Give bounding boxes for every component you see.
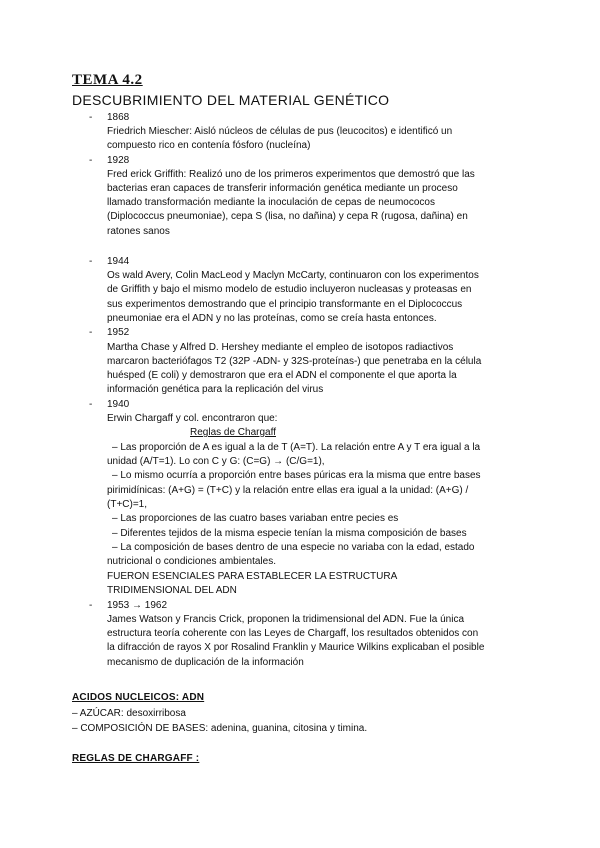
rule-line: – Lo mismo ocurría a proporción entre bases púricas era la misma que entre bases — [112, 470, 481, 481]
entry-line: bacterias eran capaces de transferir información genética mediante un proceso — [107, 183, 458, 194]
entry-year-1868: 1868 — [107, 112, 130, 123]
rules-subtitle: Reglas de Chargaff — [190, 427, 276, 438]
entry-line: Friedrich Miescher: Aisló núcleos de células de pus (leucocitos) e identificó un — [107, 126, 453, 137]
rule-line: nutricional o condiciones ambientales. — [107, 556, 276, 567]
rule-line: (T+C)=1, — [107, 499, 148, 510]
entry-line: la difracción de rayos X por Rosalind Franklin y Maurice Wilkins explicaban el posible — [107, 642, 485, 653]
list-dash: - — [89, 399, 93, 410]
entry-line: pneumoniae era el ADN y no las proteínas, como se creía hasta entonces. — [107, 313, 437, 324]
entry-line: Martha Chase y Alfred D. Hershey mediante el empleo de isotopos radiactivos — [107, 342, 454, 353]
entry-line: Os wald Avery, Colin MacLeod y Maclyn McCarty, continuaron con los experimentos — [107, 270, 479, 281]
entry-line: sus experimentos demostrando que el principio transformante en el Diplococcus — [107, 299, 463, 310]
entry-line: estructura teoría coherente con las Leyes de Chargaff, los resultados obtenidos con — [107, 628, 479, 639]
reglas-heading: REGLAS DE CHARGAFF : — [72, 753, 200, 764]
rule-line: – La composición de bases dentro de una especie no variaba con la edad, estado — [112, 542, 475, 553]
entry-line: Fred erick Griffith: Realizó uno de los primeros experimentos que demostró que las — [107, 169, 475, 180]
rule-line: – Las proporciones de las cuatro bases variaban entre pecies es — [112, 513, 399, 524]
entry-line: James Watson y Francis Crick, proponen la tridimensional del ADN. Fue la única — [107, 614, 465, 625]
list-dash: - — [89, 600, 93, 611]
entry-line: huésped (E coli) y demostraron que era el ADN el componente el que aporta la — [107, 370, 457, 381]
conclusion-line: FUERON ESENCIALES PARA ESTABLECER LA ESTRUCTURA — [107, 571, 398, 582]
list-dash: - — [89, 155, 93, 166]
entry-line: llamado transformación mediante la inoculación de cepas de neumococos — [107, 197, 435, 208]
acidos-heading: ACIDOS NUCLEICOS: ADN — [72, 692, 205, 703]
entry-year-1952: 1952 — [107, 327, 130, 338]
acidos-item: – COMPOSICIÓN DE BASES: adenina, guanina, citosina y timina. — [72, 723, 368, 734]
entry-intro: Erwin Chargaff y col. encontraron que: — [107, 413, 278, 424]
entry-year-1944: 1944 — [107, 256, 130, 267]
entry-line: (Diplococcus pneumoniae), cepa S (lisa, no dañina) y cepa R (rugosa, dañina) en — [107, 211, 468, 222]
list-dash: - — [89, 327, 93, 338]
acidos-item: – AZÚCAR: desoxirribosa — [72, 708, 186, 719]
entry-year-1953: 1953 → 1962 — [107, 600, 168, 611]
list-dash: - — [89, 256, 93, 267]
entry-year-1928: 1928 — [107, 155, 130, 166]
entry-line: marcaron bacteriófagos T2 (32P -ADN- y 32S-proteínas-) que penetraba en la célula — [107, 356, 482, 367]
document-title: TEMA 4.2 — [72, 72, 143, 88]
document-subtitle: DESCUBRIMIENTO DEL MATERIAL GENÉTICO — [72, 92, 390, 108]
entry-line: de Griffith y bajo el mismo modelo de estudio incluyeron nucleasas y proteasas en — [107, 284, 472, 295]
entry-line: ratones sanos — [107, 226, 170, 237]
rule-line: – Las proporción de A es igual a la de T (A=T). La relación entre A y T era igual a la — [112, 442, 481, 453]
rule-line: – Diferentes tejidos de la misma especie tenían la misma composición de bases — [112, 528, 467, 539]
entry-year-1940: 1940 — [107, 399, 130, 410]
list-dash: - — [89, 112, 93, 123]
rule-line: pirimidínicas: (A+G) = (T+C) y la relación entre ellas era igual a la unidad: (A+G) / — [107, 485, 469, 496]
entry-line: compuesto rico en contenía fósforo (nucleína) — [107, 140, 311, 151]
entry-line: información genética para la replicación del virus — [107, 384, 324, 395]
conclusion-line: TRIDIMENSIONAL DEL ADN — [107, 585, 237, 596]
rule-line: unidad (A/T=1). Lo con C y G: (C=G) → (C/G=1), — [107, 456, 325, 467]
entry-line: mecanismo de duplicación de la información — [107, 657, 304, 668]
